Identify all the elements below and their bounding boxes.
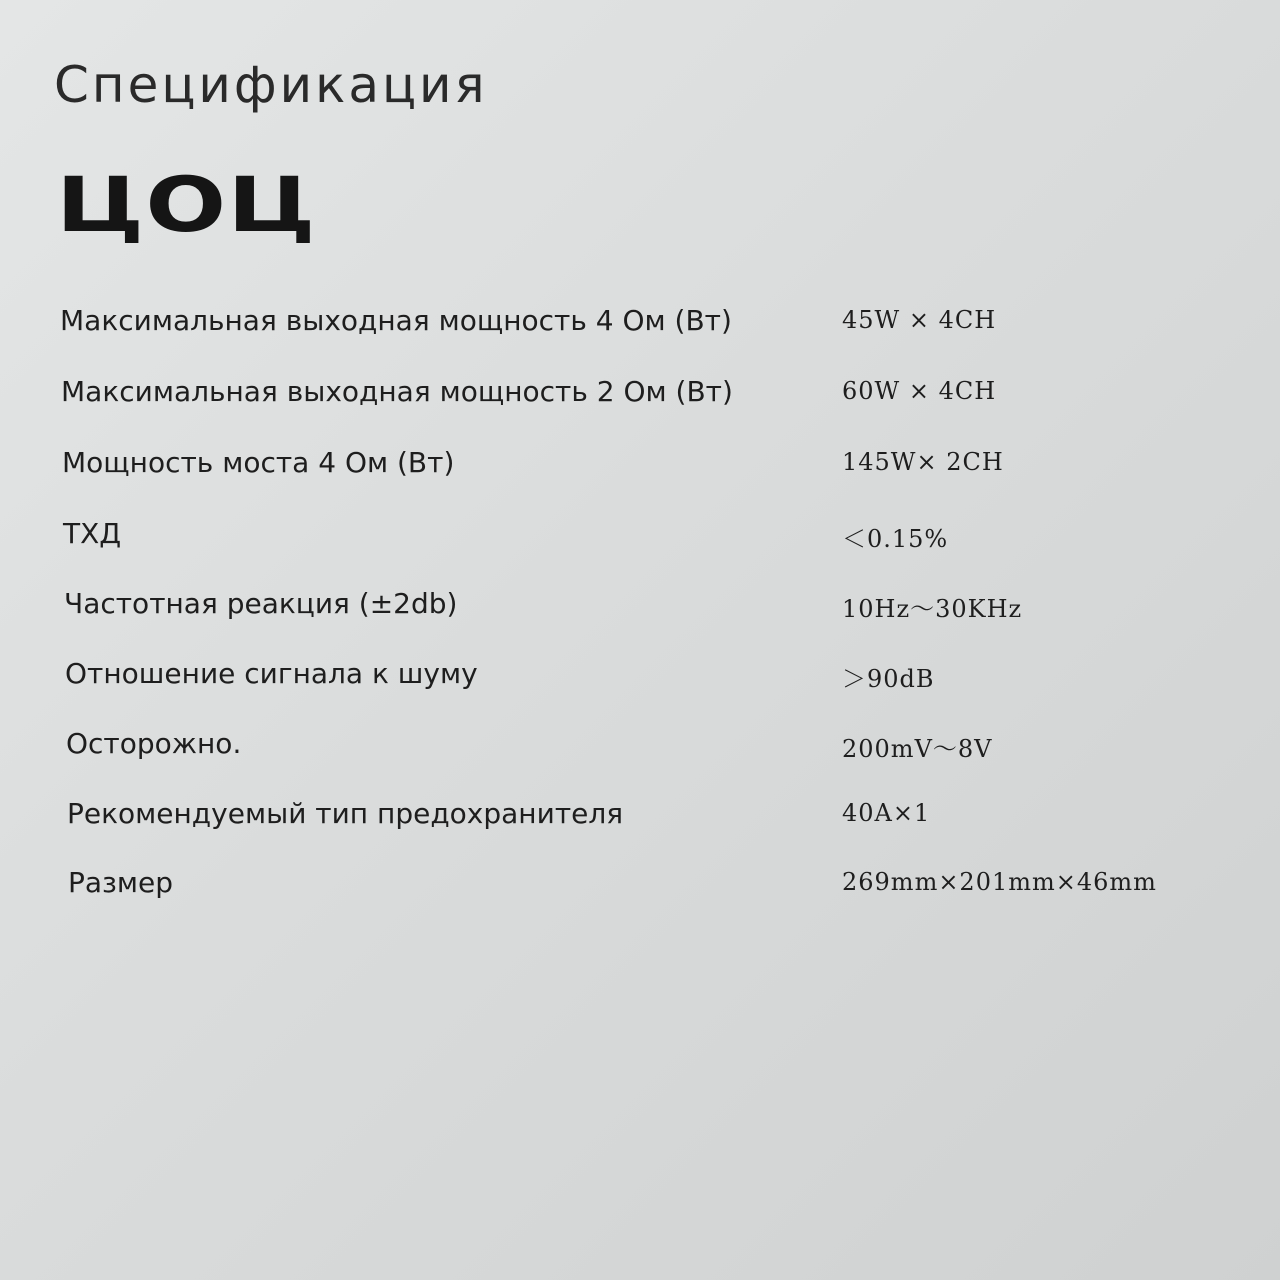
spec-value: 145W× 2CH <box>842 448 1004 476</box>
spec-label: Рекомендуемый тип предохранителя <box>67 797 624 830</box>
spec-row-max-power-2ohm <box>0 375 1280 435</box>
spec-row-size <box>0 866 1280 926</box>
spec-label: Размер <box>68 866 174 899</box>
spec-label: Осторожно. <box>66 727 242 760</box>
spec-value: 40A×1 <box>842 799 931 827</box>
spec-label: Частотная реакция (±2db) <box>64 587 458 620</box>
spec-value: 45W × 4CH <box>842 306 997 334</box>
spec-label: Максимальная выходная мощность 4 Ом (Вт) <box>60 304 732 337</box>
spec-value: 60W × 4CH <box>842 377 997 405</box>
spec-value: 200mV～8V <box>842 735 993 763</box>
spec-value: ＞90dB <box>842 665 935 693</box>
spec-label: ТХД <box>63 517 122 550</box>
spec-row-input-sensitivity <box>0 727 1280 787</box>
page-subtitle: ЦОЦ <box>56 160 317 249</box>
spec-label: Отношение сигнала к шуму <box>65 657 478 690</box>
page-title: Спецификация <box>54 56 488 114</box>
spec-row-frequency-response <box>0 587 1280 647</box>
spec-label: Максимальная выходная мощность 2 Ом (Вт) <box>61 375 733 408</box>
spec-row-thd <box>0 517 1280 577</box>
spec-value: 269mm×201mm×46mm <box>842 868 1157 896</box>
spec-label: Мощность моста 4 Ом (Вт) <box>62 446 455 479</box>
spec-row-fuse-type <box>0 797 1280 857</box>
spec-value: 10Hz～30KHz <box>842 595 1023 623</box>
spec-row-bridge-power <box>0 446 1280 506</box>
spec-row-snr <box>0 657 1280 717</box>
spec-row-max-power-4ohm <box>0 304 1280 364</box>
spec-value: ＜0.15% <box>842 525 949 553</box>
